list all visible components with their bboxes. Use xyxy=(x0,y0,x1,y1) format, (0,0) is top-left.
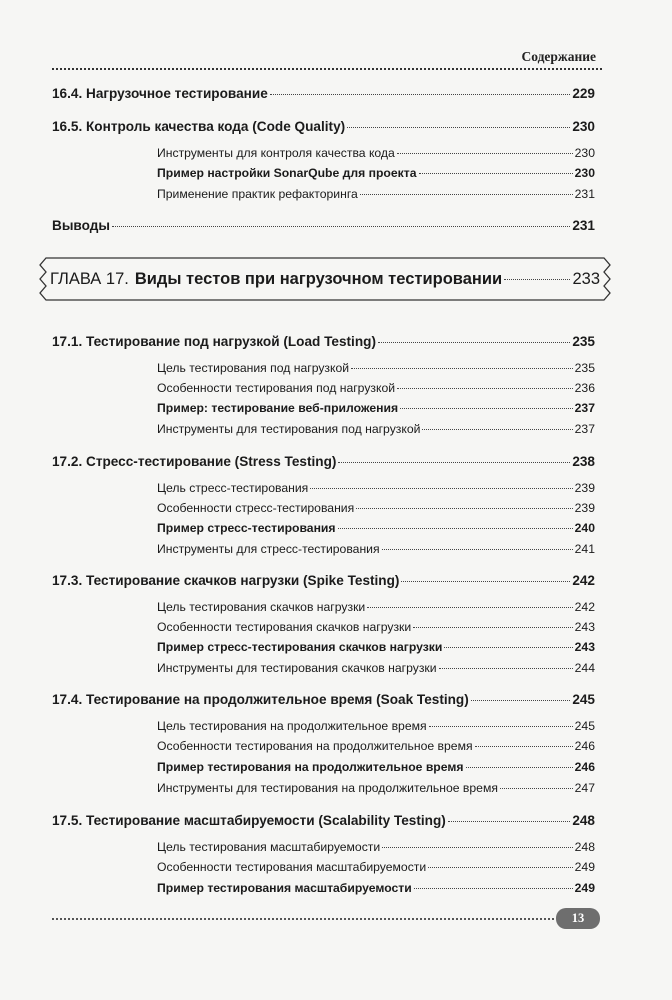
toc-subsection-entry[interactable] xyxy=(157,600,595,614)
toc-leader-dots xyxy=(466,767,573,768)
toc-leader-dots xyxy=(439,668,573,669)
toc-entry-page: 248 xyxy=(572,813,595,828)
toc-leader-dots xyxy=(382,549,573,550)
toc-subsection-entry[interactable] xyxy=(157,146,595,160)
toc-entry-page: 236 xyxy=(574,381,595,395)
toc-entry-title: Особенности стресс-тестирования xyxy=(157,501,355,515)
chapter-label: ГЛАВА 17. xyxy=(50,270,129,288)
toc-entry-title: 16.4. Нагрузочное тестирование xyxy=(52,86,268,101)
toc-leader-dots xyxy=(338,462,570,463)
toc-entry-title: Цель тестирования масштабируемости xyxy=(157,840,381,854)
toc-entry-page: 241 xyxy=(574,542,595,556)
toc-entry-page: 245 xyxy=(572,692,595,707)
toc-section-entry[interactable] xyxy=(52,334,595,349)
toc-leader-dots xyxy=(471,700,571,701)
toc-entry-page: 229 xyxy=(572,86,595,101)
page-number-badge: 13 xyxy=(556,908,600,929)
toc-subsection-entry[interactable] xyxy=(157,501,595,515)
toc-subsection-entry[interactable] xyxy=(157,661,595,675)
toc-entry-title: Инструменты для контроля качества кода xyxy=(157,146,395,160)
toc-entry-page: 235 xyxy=(572,334,595,349)
toc-entry-page: 246 xyxy=(574,760,595,774)
toc-entry-title: Особенности тестирования на продолжительное время xyxy=(157,739,473,753)
toc-entry-title: Пример стресс-тестирования скачков нагрузки xyxy=(157,640,443,654)
toc-entry-title: Пример тестирования на продолжительное время xyxy=(157,760,464,774)
toc-entry-title: 17.5. Тестирование масштабируемости (Scalability Testing) xyxy=(52,813,446,828)
toc-entry-title: Инструменты для стресс-тестирования xyxy=(157,542,380,556)
toc-subsection-entry[interactable] xyxy=(157,187,595,201)
chapter-page-number: 233 xyxy=(572,270,600,288)
toc-leader-dots xyxy=(397,153,573,154)
toc-entry-title: 17.2. Стресс-тестирование (Stress Testing) xyxy=(52,454,337,469)
toc-entry-title: Пример стресс-тестирования xyxy=(157,521,336,535)
toc-subsection-entry[interactable] xyxy=(157,719,595,733)
toc-subsection-entry[interactable] xyxy=(157,521,595,535)
toc-section-entry[interactable] xyxy=(52,454,595,469)
toc-subsection-entry[interactable] xyxy=(157,166,595,180)
toc-entry-title: Выводы xyxy=(52,218,110,233)
toc-entry-title: Цель тестирования скачков нагрузки xyxy=(157,600,366,614)
toc-entry-title: Пример: тестирование веб-приложения xyxy=(157,401,399,415)
toc-section-entry[interactable] xyxy=(52,218,595,233)
toc-entry-page: 243 xyxy=(574,620,595,634)
toc-leader-dots xyxy=(338,528,573,529)
toc-section-entry[interactable] xyxy=(52,119,595,134)
toc-entry-title: Цель тестирования под нагрузкой xyxy=(157,361,350,375)
toc-entry-page: 245 xyxy=(574,719,595,733)
toc-entry-page: 237 xyxy=(574,422,595,436)
toc-entry-title: 17.1. Тестирование под нагрузкой (Load Testing) xyxy=(52,334,376,349)
toc-entry-page: 242 xyxy=(572,573,595,588)
toc-entry-title: Особенности тестирования под нагрузкой xyxy=(157,381,396,395)
toc-entry-page: 247 xyxy=(574,781,595,795)
toc-leader-dots xyxy=(378,342,570,343)
toc-leader-dots xyxy=(419,173,573,174)
toc-entry-title: Инструменты для тестирования под нагрузкой xyxy=(157,422,421,436)
toc-entry-page: 244 xyxy=(574,661,595,675)
toc-entry-page: 238 xyxy=(572,454,595,469)
toc-entry-page: 230 xyxy=(572,119,595,134)
toc-entry-title: Особенности тестирования скачков нагрузки xyxy=(157,620,412,634)
toc-leader-dots xyxy=(360,194,573,195)
toc-leader-dots xyxy=(351,368,573,369)
toc-leader-dots xyxy=(347,127,570,128)
toc-leader-dots xyxy=(428,867,572,868)
toc-subsection-entry[interactable] xyxy=(157,381,595,395)
toc-subsection-entry[interactable] xyxy=(157,361,595,375)
toc-leader-dots xyxy=(397,388,573,389)
toc-leader-dots xyxy=(356,508,572,509)
toc-leader-dots xyxy=(310,488,572,489)
toc-entry-title: Пример настройки SonarQube для проекта xyxy=(157,166,417,180)
toc-entry-page: 231 xyxy=(574,187,595,201)
toc-leader-dots xyxy=(400,408,573,409)
toc-subsection-entry[interactable] xyxy=(157,640,595,654)
toc-entry-page: 239 xyxy=(574,481,595,495)
toc-entry-title: Цель стресс-тестирования xyxy=(157,481,309,495)
toc-entry-title: Пример тестирования масштабируемости xyxy=(157,881,412,895)
chapter-heading[interactable] xyxy=(50,270,600,289)
toc-subsection-entry[interactable] xyxy=(157,739,595,753)
toc-entry-page: 230 xyxy=(574,146,595,160)
toc-leader-dots xyxy=(382,847,572,848)
toc-entry-title: 17.3. Тестирование скачков нагрузки (Spike Testing) xyxy=(52,573,400,588)
toc-leader-dots xyxy=(422,429,572,430)
toc-subsection-entry[interactable] xyxy=(157,401,595,415)
toc-leader-dots xyxy=(367,607,572,608)
toc-entry-page: 243 xyxy=(574,640,595,654)
toc-subsection-entry[interactable] xyxy=(157,422,595,436)
footer-dotted-rule xyxy=(52,918,554,920)
header-dotted-rule xyxy=(52,68,602,70)
toc-leader-dots xyxy=(475,746,573,747)
toc-section-entry[interactable] xyxy=(52,692,595,707)
toc-entry-page: 239 xyxy=(574,501,595,515)
toc-entry-title: 16.5. Контроль качества кода (Code Quality) xyxy=(52,119,346,134)
toc-subsection-entry[interactable] xyxy=(157,760,595,774)
header-title: Содержание xyxy=(521,49,596,64)
toc-entry-page: 237 xyxy=(574,401,595,415)
toc-entry-title: Применение практик рефакторинга xyxy=(157,187,358,201)
toc-leader-dots xyxy=(448,821,571,822)
toc-subsection-entry[interactable] xyxy=(157,860,595,874)
toc-entry-page: 235 xyxy=(574,361,595,375)
toc-entry-page: 249 xyxy=(574,881,595,895)
toc-entry-page: 242 xyxy=(574,600,595,614)
toc-entry-page: 230 xyxy=(574,166,595,180)
toc-leader-dots xyxy=(413,627,572,628)
toc-leader-dots xyxy=(414,888,573,889)
toc-leader-dots xyxy=(500,788,573,789)
toc-leader-dots xyxy=(401,581,570,582)
toc-subsection-entry[interactable] xyxy=(157,481,595,495)
toc-entry-title: Инструменты для тестирования на продолжительное время xyxy=(157,781,498,795)
toc-entry-title: Особенности тестирования масштабируемости xyxy=(157,860,427,874)
toc-subsection-entry[interactable] xyxy=(157,542,595,556)
toc-subsection-entry[interactable] xyxy=(157,781,595,795)
toc-section-entry[interactable] xyxy=(52,86,595,101)
toc-section-entry[interactable] xyxy=(52,573,595,588)
toc-entry-title: Инструменты для тестирования скачков нагрузки xyxy=(157,661,437,675)
toc-subsection-entry[interactable] xyxy=(157,620,595,634)
toc-subsection-entry[interactable] xyxy=(157,840,595,854)
toc-entry-page: 248 xyxy=(574,840,595,854)
toc-leader-dots xyxy=(270,94,571,95)
toc-entry-title: Цель тестирования на продолжительное время xyxy=(157,719,427,733)
toc-entry-page: 240 xyxy=(574,521,595,535)
toc-leader-dots xyxy=(444,647,572,648)
toc-entry-page: 246 xyxy=(574,739,595,753)
toc-entry-title: 17.4. Тестирование на продолжительное время (Soak Testing) xyxy=(52,692,469,707)
toc-section-entry[interactable] xyxy=(52,813,595,828)
toc-subsection-entry[interactable] xyxy=(157,881,595,895)
toc-leader-dots xyxy=(112,226,570,227)
toc-entry-page: 249 xyxy=(574,860,595,874)
toc-entry-page: 231 xyxy=(572,218,595,233)
chapter-leader-dots xyxy=(504,279,570,280)
toc-leader-dots xyxy=(429,726,573,727)
chapter-title: Виды тестов при нагрузочном тестировании xyxy=(134,270,503,288)
